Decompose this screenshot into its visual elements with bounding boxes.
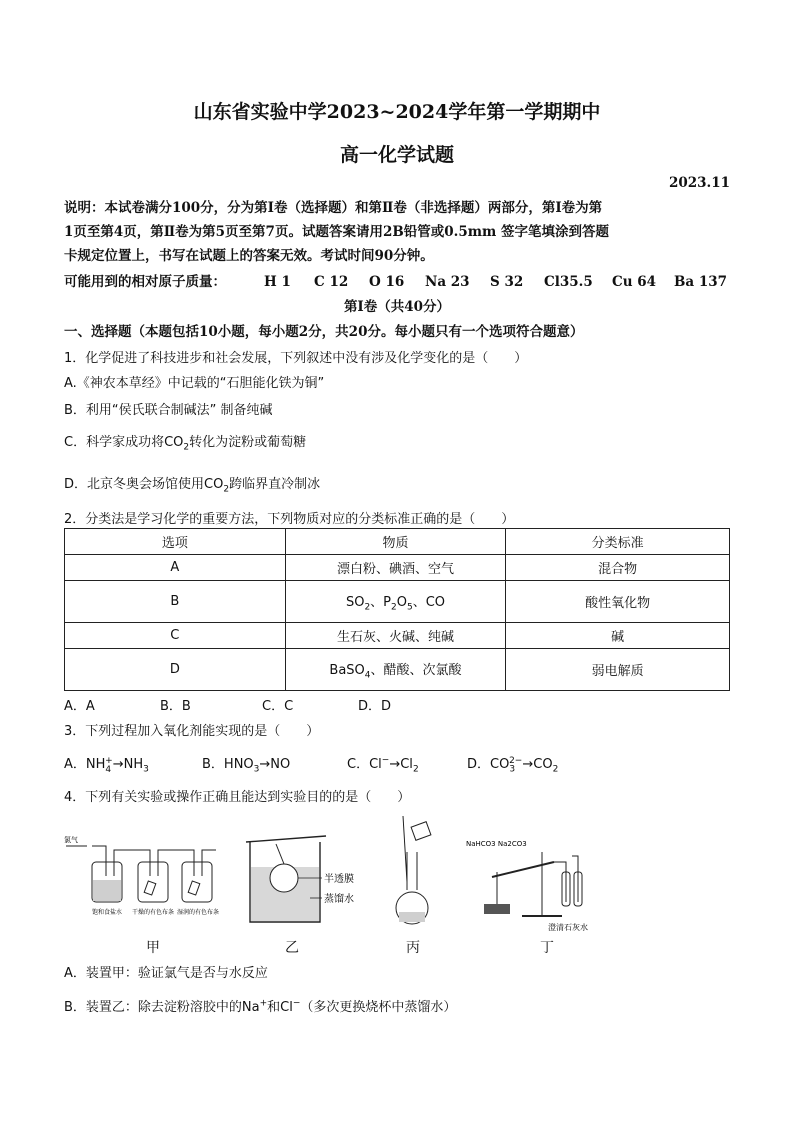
notes-line-3: 卡规定位置上，书写在试题上的答案无效。考试时间90分钟。 <box>64 248 434 264</box>
salts-label: NaHCO3 Na2CO3 <box>466 840 527 848</box>
membrane-label: 半透膜 <box>324 874 354 885</box>
table-cell-substance: BaSO$_4$、醋酸、次氯酸 <box>285 649 506 691</box>
table-header-row <box>65 529 730 555</box>
q1-option-b: B．利用“侯氏联合制碱法” 制备纯碱 <box>64 403 273 418</box>
q4-stem: 4．下列有关实验或操作正确且能达到实验目的的是（ ） <box>64 790 411 805</box>
saturated-brine-label: 饱和食盐水 <box>92 909 123 916</box>
table-cell-standard: 酸性氧化物 <box>506 581 730 623</box>
q2-option-d: D．D <box>358 699 392 714</box>
q1-stem: 1．化学促进了科技进步和社会发展，下列叙述中没有涉及化学变化的是（ ） <box>64 351 528 366</box>
atomic-mass-ba: Ba 137 <box>674 274 728 290</box>
exam-subtitle: 高一化学试题 <box>339 144 454 166</box>
q3-option-a: A．$NH_4^+\to NH_3$ <box>64 755 149 775</box>
exam-date: 2023.11 <box>668 175 730 191</box>
apparatus-ding-label: 丁 <box>540 940 554 956</box>
table-header-standard: 分类标准 <box>506 529 730 555</box>
notes-line-2: 1页至第4页，第Ⅱ卷为第5页至第7页。试题答案请用2B铅管或0.5mm 签字笔填涂到答题 <box>64 224 610 240</box>
table-cell-option: C <box>65 623 286 649</box>
table-cell-substance: 生石灰、火碱、纯碱 <box>285 623 506 649</box>
q1-option-c: C．科学家成功将$CO_2$转化为淀粉或葡萄糖 <box>64 435 307 453</box>
table-cell-substance: $SO_2$、$P_2O_5$、CO <box>285 581 506 623</box>
table-cell-standard: 碱 <box>506 623 730 649</box>
q1-option-a: A.《神农本草经》中记载的“石胆能化铁为铜” <box>64 376 325 391</box>
atomic-mass-c: C 12 <box>314 274 349 290</box>
table-row <box>65 555 730 581</box>
atomic-mass-cu: Cu 64 <box>612 274 657 290</box>
q1-option-d: D．北京冬奥会场馆使用$CO_2$跨临界直冷制冰 <box>64 477 321 495</box>
q3-option-c: C．$Cl^-\to Cl_2$ <box>347 755 419 775</box>
table-row <box>65 649 730 691</box>
apparatus-yi-figure <box>240 822 370 932</box>
apparatus-yi-label: 乙 <box>285 940 299 956</box>
q2-option-b: B．B <box>160 699 191 714</box>
q3-stem: 3．下列过程加入氧化剂能实现的是（ ） <box>64 724 320 739</box>
atomic-mass-o: O 16 <box>369 274 405 290</box>
table-cell-standard: 混合物 <box>506 555 730 581</box>
q2-stem: 2．分类法是学习化学的重要方法，下列物质对应的分类标准正确的是（ ） <box>64 512 515 527</box>
atomic-mass-na: Na 23 <box>425 274 470 290</box>
distilled-water-label: 蒸馏水 <box>324 894 354 905</box>
table-cell-substance: 漂白粉、碘酒、空气 <box>285 555 506 581</box>
notes-line-1: 说明：本试卷满分100分，分为第Ⅰ卷（选择题）和第Ⅱ卷（非选择题）两部分，第Ⅰ卷为第 <box>64 200 603 216</box>
q4-option-a: A．装置甲：验证氯气是否与水反应 <box>64 966 268 981</box>
table-cell-option: A <box>65 555 286 581</box>
apparatus-bing-figure <box>385 812 445 932</box>
apparatus-ding-figure <box>462 832 622 932</box>
q4-option-b: B．装置乙：除去淀粉溶胶中的Na+和Cl−（多次更换烧杯中蒸馏水） <box>64 998 457 1015</box>
exam-title: 山东省实验中学2023~2024学年第一学期期中 <box>193 101 601 123</box>
table-cell-option: B <box>65 581 286 623</box>
table-cell-standard: 弱电解质 <box>506 649 730 691</box>
q2-option-a: A．A <box>64 699 95 714</box>
atomic-mass-cl: Cl35.5 <box>544 274 593 290</box>
dry-cloth-label: 干燥的有色布条 <box>132 909 175 916</box>
wet-cloth-label: 湿润的有色布条 <box>177 909 220 916</box>
table-header-substance: 物质 <box>285 529 506 555</box>
classification-table <box>64 528 730 691</box>
table-cell-option: D <box>65 649 286 691</box>
part1-heading: 第Ⅰ卷（共40分） <box>343 299 451 315</box>
apparatus-jia-label: 甲 <box>146 940 160 956</box>
apparatus-jia-figure <box>62 832 222 932</box>
q3-option-d: D．$CO_3^{2-}\to CO_2$ <box>467 755 559 775</box>
table-row <box>65 581 730 623</box>
table-header-option: 选项 <box>65 529 286 555</box>
limewater-label: 澄清石灰水 <box>548 923 588 932</box>
section-heading: 一、选择题（本题包括10小题，每小题2分，共20分。每小题只有一个选项符合题意） <box>64 324 584 340</box>
chlorine-gas-label: 氯气 <box>64 836 78 844</box>
table-row <box>65 623 730 649</box>
atomic-mass-h: H 1 <box>264 274 291 290</box>
q3-option-b: B．$HNO_3\to NO$ <box>202 757 291 775</box>
atomic-mass-label: 可能用到的相对原子质量： <box>64 274 226 290</box>
apparatus-bing-label: 丙 <box>406 940 420 956</box>
atomic-mass-s: S 32 <box>490 274 524 290</box>
q2-option-c: C．C <box>262 699 294 714</box>
